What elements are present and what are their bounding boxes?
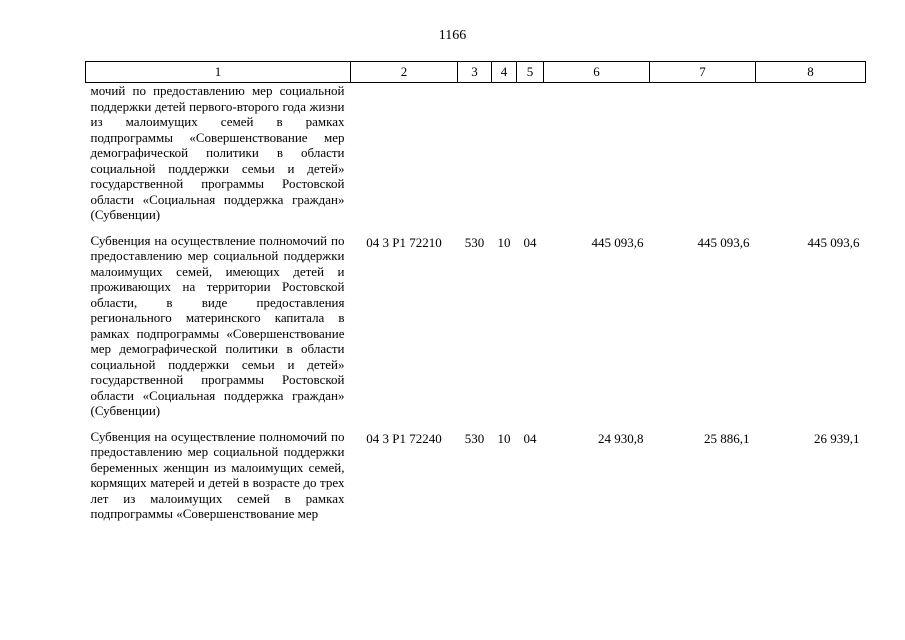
- row-target-code: 04 3 P1 72210: [366, 234, 442, 250]
- row-expense-type: [458, 83, 492, 233]
- table-row: [86, 83, 866, 233]
- column-header-4: 4: [492, 62, 517, 83]
- row-amount-col6: [544, 83, 650, 233]
- column-header-6: 6: [544, 62, 650, 83]
- column-header-2: 2: [351, 62, 458, 83]
- row-subsection: 04: [523, 234, 537, 250]
- row-section: 10: [497, 430, 511, 446]
- row-subsection: [517, 83, 544, 233]
- row-amount-col8: 26 939,1: [814, 430, 860, 446]
- row-description: мочий по предоставлению мер социальной поддержки детей первого-второго года жизни из малоимущих семей в рамках подпрограммы «Совершенствование мер демографической политики в области социальной поддержки семьи и детей» государственной программы Ростовской области «Социальная поддержка граждан» (Субвенции): [90, 83, 345, 222]
- column-header-3: 3: [458, 62, 492, 83]
- budget-table: [85, 61, 866, 522]
- column-header-1: 1: [86, 62, 351, 83]
- table-row: [86, 429, 866, 522]
- row-target-code: 04 3 P1 72240: [366, 430, 442, 446]
- row-amount-col7: [650, 83, 756, 233]
- row-subsection: 04: [523, 430, 537, 446]
- row-amount-col8: [756, 83, 866, 233]
- row-section: 10: [497, 234, 511, 250]
- row-amount-col6: 445 093,6: [591, 234, 644, 250]
- table-header: [86, 62, 866, 83]
- row-target-code: [351, 83, 458, 233]
- row-amount-col6: 24 930,8: [598, 430, 644, 446]
- table-row: [86, 233, 866, 429]
- row-amount-col7: 25 886,1: [704, 430, 750, 446]
- column-header-8: 8: [756, 62, 866, 83]
- row-expense-type: 530: [464, 234, 485, 250]
- page-number: 1166: [438, 28, 467, 43]
- column-header-7: 7: [650, 62, 756, 83]
- row-amount-col8: 445 093,6: [807, 234, 860, 250]
- column-header-5: 5: [517, 62, 544, 83]
- row-section: [492, 83, 517, 233]
- row-description: Субвенция на осуществление полномочий по предоставлению мер социальной поддержки беременных женщин из малоимущих семей, кормящих матерей и детей в возрасте до трех лет из малоимущих семей в рамках подпрограммы «Совершенствование мер: [90, 428, 345, 521]
- header-row: [86, 62, 866, 83]
- row-amount-col7: 445 093,6: [697, 234, 750, 250]
- row-description: Субвенция на осуществление полномочий по предоставлению мер социальной поддержки малоимущих семей, имеющих детей и проживающих на территории Ростовской области, в виде предоставления регионального материнского капитала в рамках подпрограммы «Совершенствование мер демографической политики в области социальной поддержки семьи и детей» государственной программы Ростовской области «Социальная поддержка граждан» (Субвенции): [90, 232, 345, 418]
- table-body: [86, 83, 866, 522]
- row-expense-type: 530: [464, 430, 485, 446]
